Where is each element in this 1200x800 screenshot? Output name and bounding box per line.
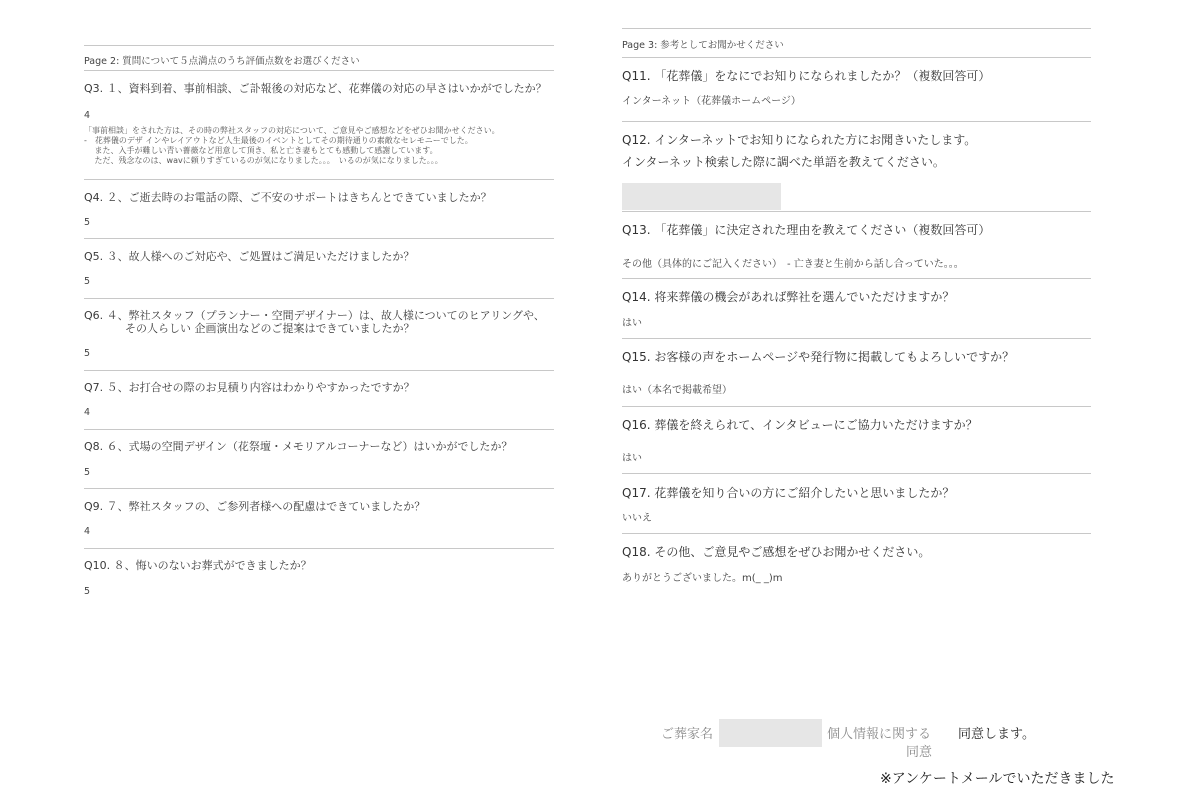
q16-question: Q16. 葬儀を終えられて、インタビューにご協力いただけますか？ <box>622 418 978 432</box>
q12-question-line1: Q12. インターネットでお知りになられた方にお聞きいたします。 <box>622 133 977 147</box>
q18-question: Q18. その他、ご意見やご感想をぜひお聞かせください。 <box>622 545 931 559</box>
q10-question: Q10. ８、悔いのないお葬式ができましたか？ <box>84 559 312 572</box>
q18-answer: ありがとうございました。m(_ _)m <box>622 573 783 584</box>
divider <box>622 121 1091 122</box>
privacy-value: 同意します。 <box>958 727 1035 742</box>
divider <box>622 533 1091 534</box>
q3-question: Q3. １、資料到着、事前相談、ご訃報後の対応など、花葬儀の対応の早さはいかがでしたか？ <box>84 82 547 95</box>
divider <box>622 57 1091 58</box>
q14-question: Q14. 将来葬儀の機会があれば弊社を選んでいただけますか？ <box>622 290 955 304</box>
q11-question: Q11. 「花葬儀」をなにでお知りになられましたか？（複数回答可） <box>622 69 991 83</box>
page3-header: Page 3: 参考としてお聞かせください <box>622 40 784 51</box>
page2-header: Page 2: 質問について５点満点のうち評価点数をお選びください <box>84 56 360 67</box>
page2-section <box>84 45 554 605</box>
page3-section <box>622 28 1091 593</box>
q14-answer: はい <box>622 318 642 329</box>
q13-question: Q13. 「花葬儀」に決定された理由を教えてください（複数回答可） <box>622 223 991 237</box>
q7-question: Q7. ５、お打合せの際のお見積り内容はわかりやすかったですか？ <box>84 381 415 394</box>
divider <box>84 548 554 549</box>
q17-answer: いいえ <box>622 513 652 524</box>
q15-question: Q15. お客様の声をホームページや発行物に掲載してもよろしいですか？ <box>622 350 1015 364</box>
divider <box>84 488 554 489</box>
q11-answer: インターネット（花葬儀ホームページ） <box>622 96 801 107</box>
q8-question: Q8. ６、式場の空間デザイン（花祭壇・メモリアルコーナーなど）はいかがでしたか？ <box>84 440 513 453</box>
divider <box>622 28 1091 29</box>
q7-answer: 4 <box>84 407 91 418</box>
q9-question: Q9. ７、弊社スタッフの、ご参列者様への配慮はできていましたか？ <box>84 500 426 513</box>
divider <box>84 179 554 180</box>
q3-comment <box>84 126 554 166</box>
divider <box>622 338 1091 339</box>
family-name-label: ご葬家名 <box>661 727 714 742</box>
source-note: ※アンケートメールでいただきました <box>880 771 1115 787</box>
family-name-field <box>719 719 822 747</box>
q6-answer: 5 <box>84 348 91 359</box>
q13-answer: その他（具体的にご記入ください） - 亡き妻と生前から話し合っていた。。。 <box>622 259 964 270</box>
q8-answer: 5 <box>84 467 91 478</box>
divider <box>622 406 1091 407</box>
divider <box>84 45 554 46</box>
q3-comment-line: 「事前相談」をされた方は、その時の弊社スタッフの対応について、ご意見やご感想などをぜひお聞かせください。 <box>84 126 500 135</box>
q10-answer: 5 <box>84 586 91 597</box>
q3-comment-line: ただ、残念なのは、wavに頼りすぎているのが気になりました。。。 いるのが気になりました。。。 <box>84 156 443 165</box>
q12-question-line2: インターネット検索した際に調べた単語を教えてください。 <box>622 155 945 169</box>
q17-question: Q17. 花葬儀を知り合いの方にご紹介したいと思いましたか？ <box>622 486 955 500</box>
divider <box>84 70 554 71</box>
q15-answer: はい（本名で掲載希望） <box>622 385 732 396</box>
privacy-label-line2: 同意 <box>906 745 933 760</box>
divider <box>84 370 554 371</box>
privacy-label: 個人情報に関する <box>827 727 932 742</box>
divider <box>622 278 1091 279</box>
divider <box>622 473 1091 474</box>
q3-comment-line: - 花葬儀のデザ インやレイアウトなど人生最後のイベントとしてその期待通りの素敵なセレモニーでした。 <box>84 136 473 145</box>
q5-question: Q5. ３、故人様へのご対応や、ご処置はご満足いただけましたか？ <box>84 250 415 263</box>
q4-answer: 5 <box>84 217 91 228</box>
q9-answer: 4 <box>84 526 91 537</box>
divider <box>84 238 554 239</box>
q3-answer: 4 <box>84 110 91 121</box>
q3-comment-line: また、入手が難しい青い薔薇など用意して頂き、私と亡き妻もとても感動して感謝しています。 <box>84 146 438 155</box>
divider <box>84 298 554 299</box>
divider <box>84 429 554 430</box>
q4-question: Q4. ２、ご逝去時のお電話の際、ご不安のサポートはきちんとできていましたか？ <box>84 191 492 204</box>
q5-answer: 5 <box>84 276 91 287</box>
q12-answer-box <box>622 183 781 210</box>
divider <box>622 211 1091 212</box>
q16-answer: はい <box>622 453 642 464</box>
q6-question-line2: その人らしい 企画演出などのご提案はできていましたか？ <box>125 322 415 335</box>
q6-question: Q6. ４、弊社スタッフ（プランナー・空間デザイナー）は、故人様についてのヒアリングや、 <box>84 309 545 322</box>
